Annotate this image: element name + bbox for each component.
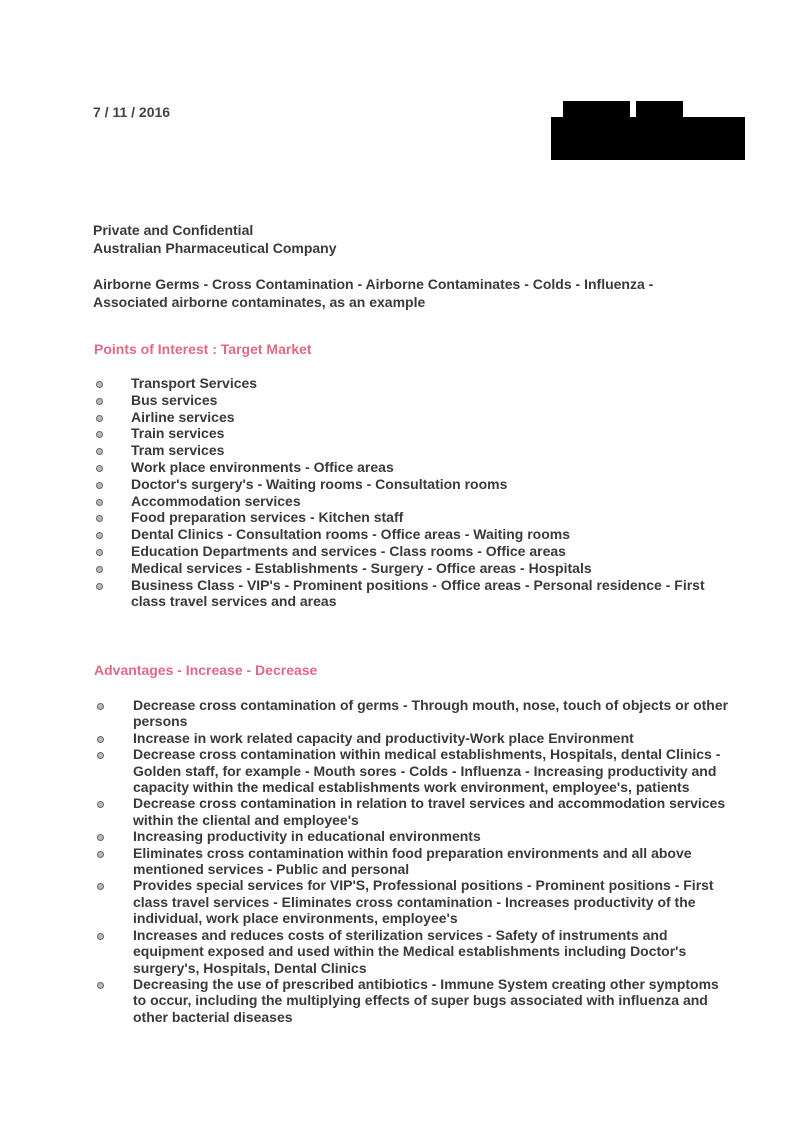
list-item: Decreasing the use of prescribed antibiotics - Immune System creating other symptoms to occur, including the multiplying effects of super bugs associated with influenza and other bacterial diseases — [94, 976, 734, 1025]
list-item: Doctor's surgery's - Waiting rooms - Consultation rooms — [93, 476, 733, 493]
bullet-icon — [96, 532, 103, 539]
list-item: Provides special services for VIP'S, Professional positions - Prominent positions - First class travel services - Eliminates cross contamination - Increases productivity of the individual, work place environments, employee's — [94, 877, 734, 926]
list-item: Work place environments - Office areas — [93, 459, 733, 476]
bullet-icon — [96, 398, 103, 405]
redaction-main — [551, 117, 745, 160]
bullet-icon — [96, 549, 103, 556]
subject-line1: Airborne Germs - Cross Contamination - Airborne Contaminates - Colds - Influenza - — [93, 276, 654, 292]
list-item: Decrease cross contamination of germs - Through mouth, nose, touch of objects or other persons — [94, 697, 734, 730]
bullet-icon — [97, 883, 104, 890]
list-item: Education Departments and services - Class rooms - Office areas — [93, 543, 733, 560]
bullet-icon — [96, 583, 103, 590]
recipient-block — [93, 221, 337, 257]
target-heading: Points of Interest : Target Market — [94, 341, 312, 357]
redaction-gap — [630, 101, 636, 118]
list-item: Increase in work related capacity and productivity-Work place Environment — [94, 730, 734, 746]
date: 7 / 11 / 2016 — [93, 104, 171, 120]
target-list — [93, 375, 733, 610]
subject-block — [93, 275, 653, 311]
list-item: Medical services - Establishments - Surgery - Office areas - Hospitals — [93, 560, 733, 577]
subject-line2: Associated airborne contaminates, as an example — [93, 294, 426, 310]
bullet-icon — [96, 415, 103, 422]
bullet-icon — [97, 736, 104, 743]
bullet-icon — [96, 566, 103, 573]
bullet-icon — [96, 499, 103, 506]
list-item: Eliminates cross contamination within food preparation environments and all above mentioned services - Public and personal — [94, 845, 734, 878]
recipient-line1: Private and Confidential — [93, 222, 254, 238]
bullet-icon — [96, 431, 103, 438]
recipient-line2: Australian Pharmaceutical Company — [93, 240, 337, 256]
list-item: Decrease cross contamination within medical establishments, Hospitals, dental Clinics - Golden staff, for example - Mouth sores - Colds - Influenza - Increasing productivity and capacity within the medical establishments work environment, employee's, patients — [94, 746, 734, 795]
bullet-icon — [96, 465, 103, 472]
bullet-icon — [97, 982, 104, 989]
bullet-icon — [96, 381, 103, 388]
bullet-icon — [97, 703, 104, 710]
advantages-list — [94, 697, 734, 1025]
list-item: Accommodation services — [93, 493, 733, 510]
bullet-icon — [97, 801, 104, 808]
advantages-heading: Advantages - Increase - Decrease — [94, 662, 318, 678]
list-item: Tram services — [93, 442, 733, 459]
bullet-icon — [97, 933, 104, 940]
list-item: Airline services — [93, 409, 733, 426]
list-item: Train services — [93, 425, 733, 442]
list-item: Dental Clinics - Consultation rooms - Office areas - Waiting rooms — [93, 526, 733, 543]
bullet-icon — [97, 851, 104, 858]
list-item: Bus services — [93, 392, 733, 409]
bullet-icon — [97, 834, 104, 841]
bullet-icon — [97, 752, 104, 759]
list-item: Food preparation services - Kitchen staff — [93, 509, 733, 526]
list-item: Increasing productivity in educational environments — [94, 828, 734, 844]
list-item: Increases and reduces costs of sterilization services - Safety of instruments and equipment exposed and used within the Medical establishments including Doctor's surgery's, Hospitals, Dental Clinics — [94, 927, 734, 976]
bullet-icon — [96, 482, 103, 489]
bullet-icon — [96, 515, 103, 522]
list-item: Decrease cross contamination in relation to travel services and accommodation services within the cliental and employee's — [94, 795, 734, 828]
list-item: Transport Services — [93, 375, 733, 392]
bullet-icon — [96, 448, 103, 455]
list-item: Business Class - VIP's - Prominent positions - Office areas - Personal residence - First class travel services and areas — [93, 577, 733, 611]
